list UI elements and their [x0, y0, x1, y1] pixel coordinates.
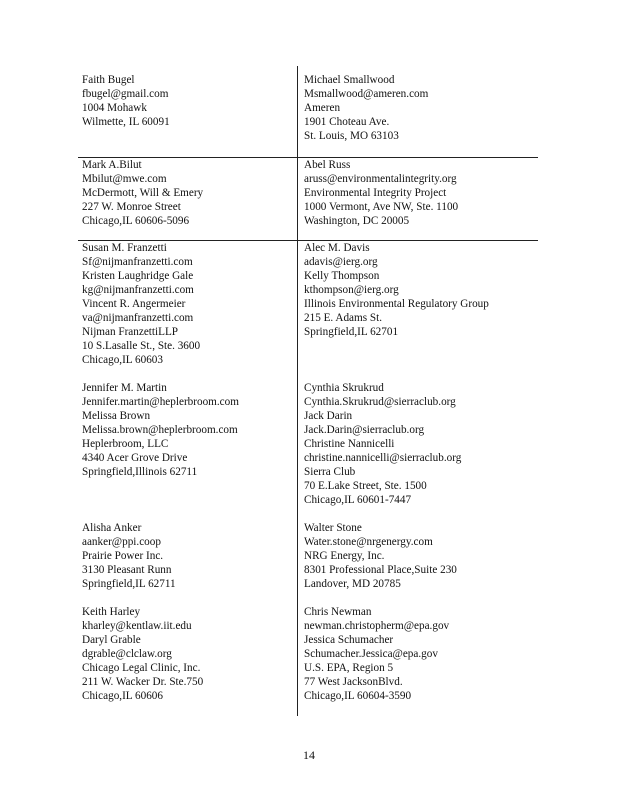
- address-block-smallwood: [304, 73, 428, 143]
- address-block-davis: [304, 241, 489, 339]
- contact-email: Jennifer.martin@heplerbroom.com: [82, 396, 239, 408]
- contact-email: fbugel@gmail.com: [82, 88, 169, 100]
- contact-city: Springfield,Illinois 62711: [82, 466, 198, 478]
- contact-city: Springfield,IL 62711: [82, 578, 176, 590]
- contact-name: Susan M. Franzetti: [82, 242, 167, 254]
- address-block-harley: [82, 605, 203, 703]
- contact-address: 215 E. Adams St.: [304, 312, 383, 324]
- contact-email: aanker@ppi.coop: [82, 536, 161, 548]
- contact-city: Chicago,IL 60603: [82, 354, 163, 366]
- contact-organization: Nijman FranzettiLLP: [82, 326, 179, 338]
- contact-city: Landover, MD 20785: [304, 578, 401, 590]
- contact-address: 1000 Vermont, Ave NW, Ste. 1100: [304, 201, 459, 213]
- contact-name: Melissa Brown: [82, 410, 151, 422]
- contact-email: Melissa.brown@heplerbroom.com: [82, 424, 238, 436]
- contact-organization: Illinois Environmental Regulatory Group: [304, 298, 489, 310]
- contact-address: 77 West JacksonBlvd.: [304, 676, 403, 688]
- contact-name: Vincent R. Angermeier: [82, 298, 186, 310]
- address-block-bugel: [82, 73, 170, 129]
- contact-email: Jack.Darin@sierraclub.org: [304, 424, 425, 436]
- contact-name: Chris Newman: [304, 606, 372, 618]
- contact-name: Abel Russ: [304, 159, 351, 171]
- page-number: 14: [303, 748, 315, 762]
- contact-city: Wilmette, IL 60091: [82, 116, 170, 128]
- contact-organization: Ameren: [304, 102, 341, 114]
- contact-organization: McDermott, Will & Emery: [82, 187, 204, 199]
- contact-address: 211 W. Wacker Dr. Ste.750: [82, 676, 204, 688]
- contact-email: christine.nannicelli@sierraclub.org: [304, 452, 462, 464]
- address-block-martin: [82, 381, 239, 479]
- contact-name: Christine Nannicelli: [304, 438, 395, 450]
- contact-email: adavis@ierg.org: [304, 256, 378, 268]
- contact-organization: Heplerbroom, LLC: [82, 438, 169, 450]
- contact-email: aruss@environmentalintegrity.org: [304, 173, 457, 185]
- contact-address: 227 W. Monroe Street: [82, 201, 181, 213]
- contact-address: 70 E.Lake Street, Ste. 1500: [304, 480, 427, 492]
- contact-city: Chicago,IL 60606: [82, 690, 163, 702]
- address-block-skrukrud: [304, 381, 461, 507]
- contact-name: Walter Stone: [304, 522, 362, 534]
- contact-city: St. Louis, MO 63103: [304, 130, 399, 142]
- contact-city: Washington, DC 20005: [304, 215, 410, 227]
- contact-organization: Sierra Club: [304, 466, 356, 478]
- contact-email: kthompson@ierg.org: [304, 284, 399, 296]
- contact-name: Michael Smallwood: [304, 74, 395, 86]
- contact-name: Daryl Grable: [82, 634, 141, 646]
- contact-email: newman.christopherm@epa.gov: [304, 620, 450, 632]
- contact-name: Jack Darin: [304, 410, 353, 422]
- contact-name: Jessica Schumacher: [304, 634, 394, 646]
- address-block-anker: [82, 521, 176, 591]
- contact-address: 1004 Mohawk: [82, 102, 147, 114]
- contact-name: Mark A.Bilut: [82, 159, 142, 171]
- contact-organization: Environmental Integrity Project: [304, 187, 447, 199]
- contact-city: Chicago,IL 60606-5096: [82, 215, 190, 227]
- address-block-russ: [304, 158, 458, 228]
- contact-email: dgrable@clclaw.org: [82, 648, 172, 660]
- contact-city: Springfield,IL 62701: [304, 326, 399, 338]
- contact-email: Water.stone@nrgenergy.com: [304, 536, 433, 548]
- contact-organization: NRG Energy, Inc.: [304, 550, 385, 562]
- contact-name: Faith Bugel: [82, 74, 135, 86]
- column-divider: [297, 66, 298, 716]
- contact-city: Chicago,IL 60604-3590: [304, 690, 412, 702]
- address-block-bilut: [82, 158, 203, 228]
- contact-address: 3130 Pleasant Runn: [82, 564, 172, 576]
- contact-name: Cynthia Skrukrud: [304, 382, 384, 394]
- contact-address: 4340 Acer Grove Drive: [82, 452, 188, 464]
- contact-organization: U.S. EPA, Region 5: [304, 662, 394, 674]
- contact-email: kharley@kentlaw.iit.edu: [82, 620, 192, 632]
- address-block-franzetti: [82, 241, 200, 367]
- contact-organization: Prairie Power Inc.: [82, 550, 164, 562]
- contact-name: Kristen Laughridge Gale: [82, 270, 194, 282]
- contact-address: 8301 Professional Place,Suite 230: [304, 564, 457, 576]
- address-block-stone: [304, 521, 457, 591]
- contact-name: Jennifer M. Martin: [82, 382, 167, 394]
- contact-name: Alec M. Davis: [304, 242, 370, 254]
- contact-email: kg@nijmanfranzetti.com: [82, 284, 194, 296]
- contact-city: Chicago,IL 60601-7447: [304, 494, 412, 506]
- contact-email: va@nijmanfranzetti.com: [82, 312, 194, 324]
- contact-address: 10 S.Lasalle St., Ste. 3600: [82, 340, 201, 352]
- contact-email: Mbilut@mwe.com: [82, 173, 167, 185]
- contact-email: Schumacher.Jessica@epa.gov: [304, 648, 438, 660]
- address-block-newman: [304, 605, 449, 703]
- contact-email: Cynthia.Skrukrud@sierraclub.org: [304, 396, 456, 408]
- contact-address: 1901 Choteau Ave.: [304, 116, 390, 128]
- contact-name: Kelly Thompson: [304, 270, 380, 282]
- contact-name: Keith Harley: [82, 606, 141, 618]
- contact-name: Alisha Anker: [82, 522, 142, 534]
- contact-email: Sf@nijmanfranzetti.com: [82, 256, 193, 268]
- contact-organization: Chicago Legal Clinic, Inc.: [82, 662, 201, 674]
- contact-email: Msmallwood@ameren.com: [304, 88, 429, 100]
